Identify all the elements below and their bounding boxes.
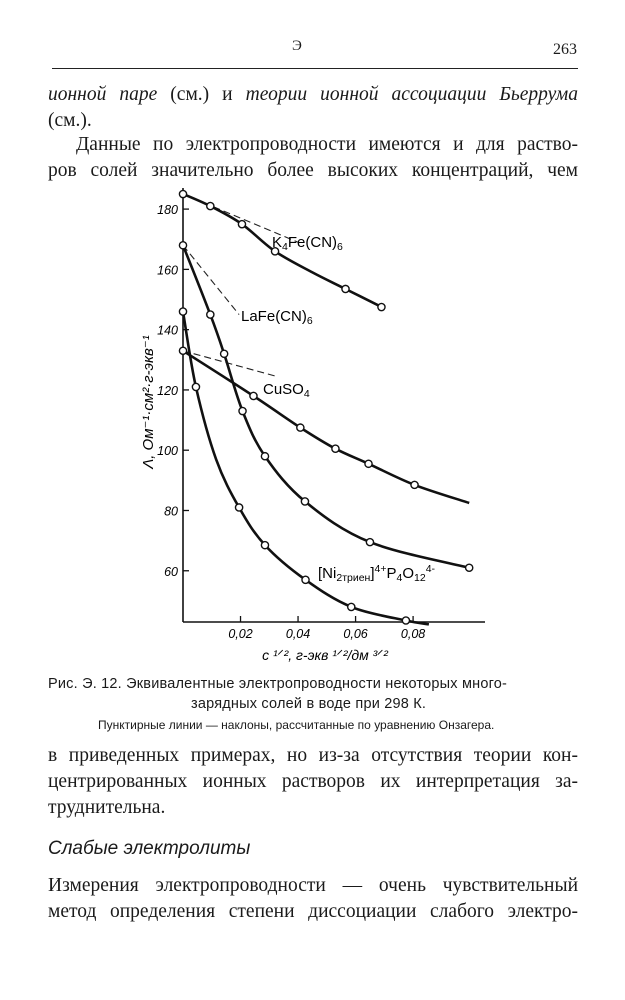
section-title: Слабые электролиты bbox=[48, 838, 251, 859]
data-curves bbox=[183, 194, 469, 624]
paragraph-line: Измерения электропроводности — очень чувствительный bbox=[48, 875, 578, 896]
y-tick-label: 180 bbox=[157, 203, 178, 218]
data-point-lafe-cn bbox=[221, 350, 228, 357]
data-point-ni-p-o bbox=[402, 617, 409, 624]
x-axis-label: c ¹ᐟ², г-экв ¹ᐟ²/дм ³ᐟ² bbox=[262, 647, 388, 663]
data-point-ni-p-o bbox=[179, 308, 186, 315]
data-point-lafe-cn bbox=[179, 242, 186, 249]
data-point-ni-p-o bbox=[261, 542, 268, 549]
y-tick-label: 80 bbox=[164, 504, 178, 519]
data-point-lafe-cn bbox=[301, 498, 308, 505]
data-point-k-fe-cn bbox=[378, 303, 385, 310]
series-label: [Ni2триен]4+P4O124- bbox=[318, 563, 436, 584]
y-tick-label: 140 bbox=[157, 323, 178, 338]
paragraph-line: в приведенных примерах, но из-за отсутствия теории кон- bbox=[48, 745, 578, 766]
x-tick-label: 0,02 bbox=[228, 627, 253, 641]
data-point-lafe-cn bbox=[239, 407, 246, 414]
data-point-lafe-cn bbox=[366, 539, 373, 546]
data-point-ni-p-o bbox=[348, 603, 355, 610]
data-point-k-fe-cn bbox=[342, 285, 349, 292]
slope-line-lafe-cn bbox=[183, 245, 239, 314]
data-point-cuso bbox=[250, 392, 257, 399]
data-point-ni-p-o bbox=[302, 576, 309, 583]
data-point-lafe-cn bbox=[261, 453, 268, 460]
chart-axes bbox=[183, 188, 485, 622]
paragraph-line: Данные по электропроводности имеются и для раство- bbox=[76, 134, 578, 155]
term-ion-pair: ионной паре bbox=[48, 84, 158, 105]
y-tick-label: 120 bbox=[157, 383, 178, 398]
running-header-letter: Э bbox=[292, 38, 302, 54]
paragraph-line: метод определения степени диссоциации слабого электро- bbox=[48, 901, 578, 922]
x-tick-label: 0,08 bbox=[400, 627, 426, 641]
y-tick-label: 160 bbox=[157, 263, 178, 278]
data-point-cuso bbox=[297, 424, 304, 431]
curve-lafe-cn bbox=[183, 245, 469, 568]
term-bjerrum-theory: теории ионной ассоциации Бьеррума bbox=[245, 84, 578, 105]
caption-title-line2: зарядных солей в воде при 298 К. bbox=[191, 696, 427, 712]
y-axis-label: Λ, Ом⁻¹·см²·г-экв⁻¹ bbox=[140, 335, 157, 469]
paragraph-line: (см.). bbox=[48, 110, 92, 131]
data-point-k-fe-cn bbox=[207, 202, 214, 209]
text-see: (см.) и bbox=[157, 84, 246, 105]
data-point-cuso bbox=[332, 445, 339, 452]
data-point-k-fe-cn bbox=[179, 190, 186, 197]
page-number: 263 bbox=[553, 41, 577, 58]
data-point-lafe-cn bbox=[466, 564, 473, 571]
y-tick-label: 100 bbox=[157, 444, 178, 459]
series-label: K4Fe(CN)6 bbox=[272, 234, 343, 253]
series-label: CuSO4 bbox=[263, 381, 310, 400]
data-point-k-fe-cn bbox=[238, 221, 245, 228]
paragraph-line: ров солей значительно более высоких концентраций, чем bbox=[48, 160, 578, 181]
paragraph-weak-electrolytes bbox=[48, 873, 578, 925]
data-point-lafe-cn bbox=[207, 311, 214, 318]
caption-title: Рис. Э. 12. Эквивалентные электропроводности некоторых много- bbox=[48, 676, 508, 692]
data-point-ni-p-o bbox=[235, 504, 242, 511]
data-point-cuso bbox=[179, 347, 186, 354]
data-point-ni-p-o bbox=[192, 383, 199, 390]
y-tick-label: 60 bbox=[164, 564, 178, 579]
paragraph-conclusion bbox=[48, 743, 578, 821]
x-tick-label: 0,06 bbox=[343, 627, 368, 641]
x-tick-label: 0,04 bbox=[285, 627, 311, 641]
series-label: LaFe(CN)6 bbox=[241, 308, 313, 327]
data-point-cuso bbox=[411, 481, 418, 488]
paragraph-line: труднительна. bbox=[48, 797, 166, 818]
data-point-cuso bbox=[365, 460, 372, 467]
caption-note: Пунктирные линии — наклоны, рассчитанные по уравнению Онзагера. bbox=[98, 718, 495, 732]
paragraph-line: центрированных ионных растворов их интерпретация за- bbox=[48, 771, 578, 792]
